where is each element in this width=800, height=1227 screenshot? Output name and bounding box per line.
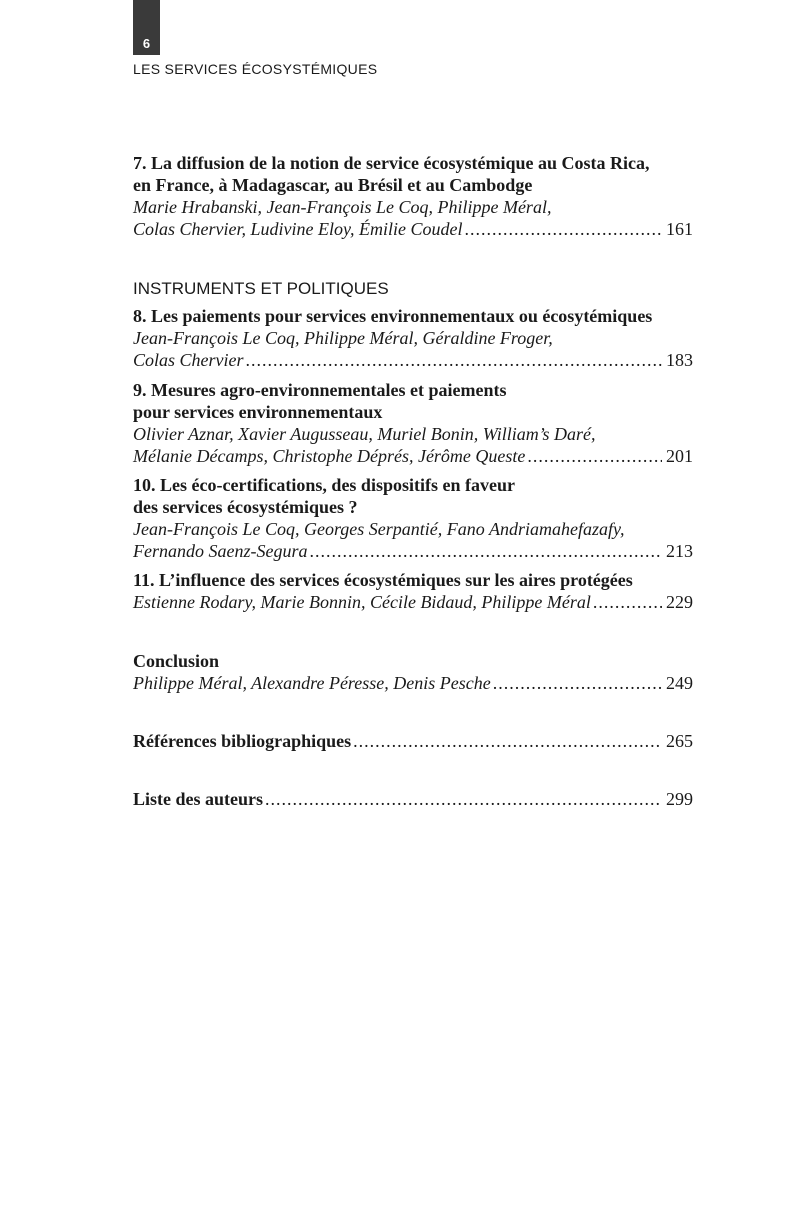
toc-entry-authors: Jean-François Le Coq, Georges Serpantié, Fano Andriamahefazafy, (133, 519, 625, 539)
toc-entry-title: Liste des auteurs (133, 789, 263, 809)
toc-page-number: 213 (666, 541, 693, 561)
toc-entry-authors: Estienne Rodary, Marie Bonnin, Cécile Bidaud, Philippe Méral (133, 592, 591, 612)
section-heading: INSTRUMENTS ET POLITIQUES (133, 279, 389, 298)
toc-leader-line (133, 445, 693, 467)
toc-entry-9 (133, 379, 693, 467)
toc-page-number: 201 (666, 446, 693, 466)
toc-entry-authors: Colas Chervier (133, 350, 244, 370)
running-title: LES SERVICES ÉCOSYSTÉMIQUES (133, 61, 378, 77)
toc-entry-references (133, 730, 693, 752)
toc-entry-authors: Fernando Saenz-Segura (133, 541, 308, 561)
dot-leader (309, 540, 662, 562)
toc-entry-title: des services écosystémiques ? (133, 497, 358, 517)
toc-entry-title: Références bibliographiques (133, 731, 352, 751)
toc-entry-10 (133, 474, 693, 562)
toc-entry-title: 9. Mesures agro-environnementales et paiements (133, 380, 507, 400)
toc-page-number: 299 (666, 789, 693, 809)
toc-leader-line (133, 218, 693, 240)
toc-leader-line (133, 349, 693, 371)
toc-entry-8 (133, 305, 693, 371)
toc-page-number: 183 (666, 350, 693, 370)
toc-entry-authors-list (133, 788, 693, 810)
dot-leader (593, 591, 662, 613)
toc-page-number: 229 (666, 592, 693, 612)
toc-entry-title: 10. Les éco-certifications, des dispositifs en faveur (133, 475, 515, 495)
toc-entry-title: 7. La diffusion de la notion de service écosystémique au Costa Rica, (133, 153, 650, 173)
toc-page-number: 265 (666, 731, 693, 751)
toc-entry-conclusion (133, 650, 693, 694)
dot-leader (493, 672, 662, 694)
page-number-tab (133, 0, 160, 55)
toc-entry-7 (133, 152, 693, 240)
dot-leader (353, 730, 662, 752)
toc-entry-title: pour services environnementaux (133, 402, 383, 422)
toc-entry-title: Conclusion (133, 651, 220, 671)
toc-leader-line (133, 540, 693, 562)
dot-leader (464, 218, 662, 240)
toc-page-number: 161 (666, 219, 693, 239)
toc-entry-authors: Colas Chervier, Ludivine Eloy, Émilie Coudel (133, 219, 463, 239)
toc-page-number: 249 (666, 673, 693, 693)
toc-leader-line (133, 591, 693, 613)
toc-entry-title: 11. L’influence des services écosystémiques sur les aires protégées (133, 570, 633, 590)
toc-entry-title: en France, à Madagascar, au Brésil et au Cambodge (133, 175, 533, 195)
table-of-contents (133, 152, 693, 810)
dot-leader (527, 445, 662, 467)
toc-entry-authors: Jean-François Le Coq, Philippe Méral, Géraldine Froger, (133, 328, 553, 348)
toc-entry-authors: Mélanie Décamps, Christophe Déprés, Jérôme Queste (133, 446, 526, 466)
dot-leader (265, 788, 662, 810)
toc-entry-authors: Olivier Aznar, Xavier Augusseau, Muriel Bonin, William’s Daré, (133, 424, 596, 444)
toc-entry-11 (133, 569, 693, 613)
toc-entry-authors: Marie Hrabanski, Jean-François Le Coq, Philippe Méral, (133, 197, 552, 217)
toc-entry-title: 8. Les paiements pour services environnementaux ou écosytémiques (133, 306, 653, 326)
dot-leader (246, 349, 663, 371)
page-number: 6 (142, 36, 151, 51)
toc-leader-line (133, 672, 693, 694)
toc-entry-authors: Philippe Méral, Alexandre Péresse, Denis Pesche (133, 673, 491, 693)
